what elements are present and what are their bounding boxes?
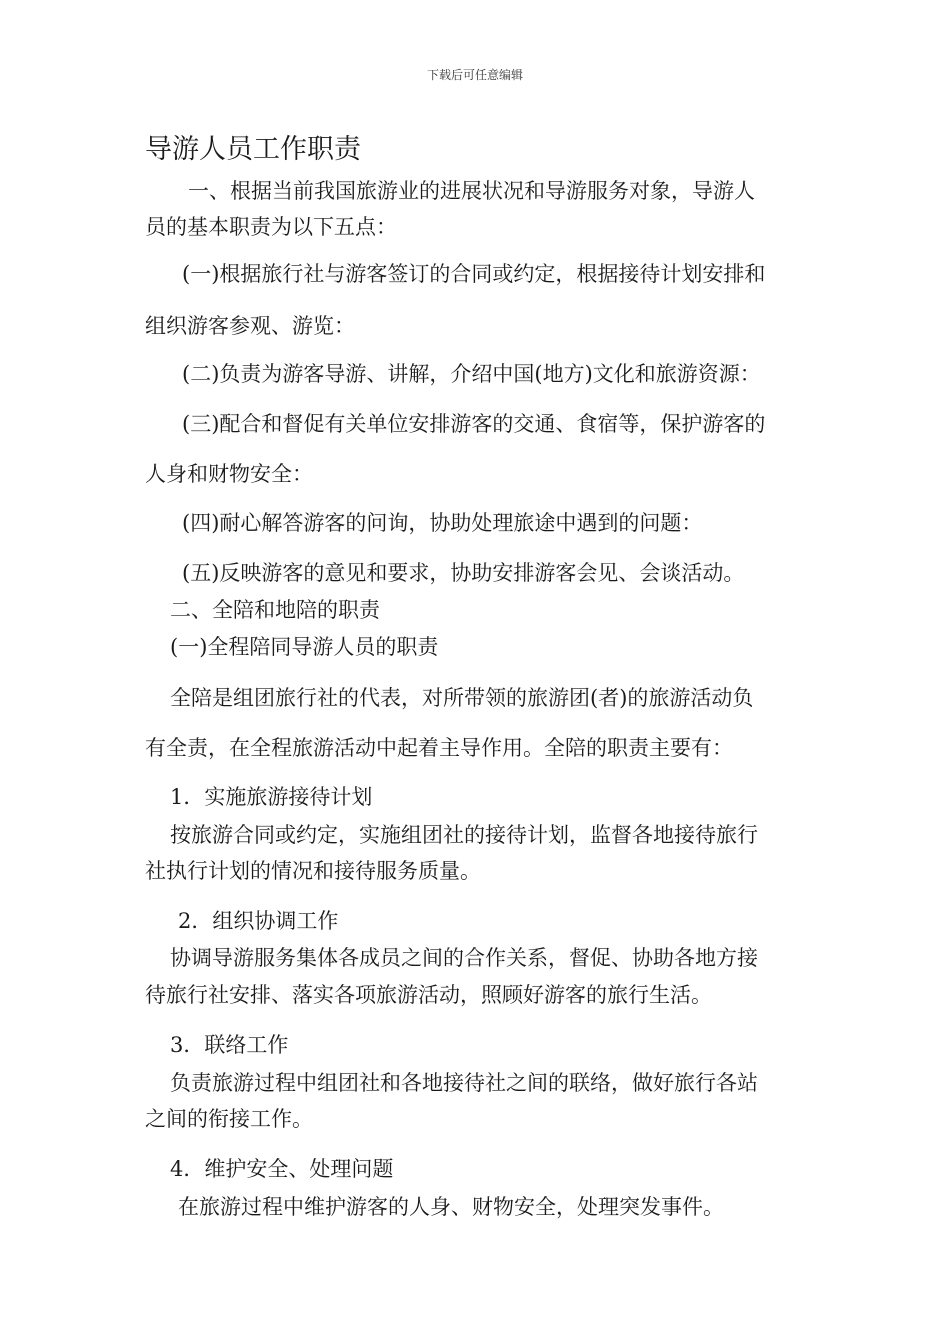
section-heading: 二、全陪和地陪的职责 xyxy=(170,598,380,622)
paragraph-line: 一、根据当前我国旅游业的进展状况和导游服务对象，导游人 xyxy=(188,179,755,203)
subsection-heading: (一)全程陪同导游人员的职责 xyxy=(170,635,439,659)
document-title: 导游人员工作职责 xyxy=(145,134,361,165)
paragraph-line: (一)根据旅行社与游客签订的合同或约定，根据接待计划安排和 xyxy=(182,262,766,286)
paragraph-line: 之间的衔接工作。 xyxy=(145,1107,313,1131)
paragraph-line: (五)反映游客的意见和要求，协助安排游客会见、会谈活动。 xyxy=(182,561,745,585)
paragraph-line: 待旅行社安排、落实各项旅游活动，照顾好游客的旅行生活。 xyxy=(145,983,712,1007)
paragraph-line: (二)负责为游客导游、讲解，介绍中国(地方)文化和旅游资源： xyxy=(182,362,761,386)
paragraph-line: 负责旅游过程中组团社和各地接待社之间的联络，做好旅行各站 xyxy=(170,1071,758,1095)
paragraph-line: 组织游客参观、游览： xyxy=(145,314,355,338)
paragraph-line: 人身和财物安全： xyxy=(145,462,313,486)
paragraph-line: 员的基本职责为以下五点： xyxy=(145,215,397,239)
paragraph-line: 社执行计划的情况和接待服务质量。 xyxy=(145,859,481,883)
paragraph-line: 全陪是组团旅行社的代表，对所带领的旅游团(者)的旅游活动负 xyxy=(170,686,754,710)
paragraph-line: 协调导游服务集体各成员之间的合作关系，督促、协助各地方接 xyxy=(170,946,758,970)
page-header: 下载后可任意编辑 xyxy=(426,68,523,82)
item-heading: 3．联络工作 xyxy=(170,1033,289,1057)
item-heading: 4．维护安全、处理问题 xyxy=(170,1157,394,1181)
paragraph-line: 有全责，在全程旅游活动中起着主导作用。全陪的职责主要有： xyxy=(145,736,733,760)
paragraph-line: (四)耐心解答游客的问询，协助处理旅途中遇到的问题： xyxy=(182,511,703,535)
item-heading: 1．实施旅游接待计划 xyxy=(170,785,373,809)
paragraph-line: (三)配合和督促有关单位安排游客的交通、食宿等，保护游客的 xyxy=(182,412,766,436)
item-heading: 2．组织协调工作 xyxy=(178,909,339,933)
paragraph-line: 在旅游过程中维护游客的人身、财物安全，处理突发事件。 xyxy=(178,1195,724,1219)
paragraph-line: 按旅游合同或约定，实施组团社的接待计划，监督各地接待旅行 xyxy=(170,823,758,847)
